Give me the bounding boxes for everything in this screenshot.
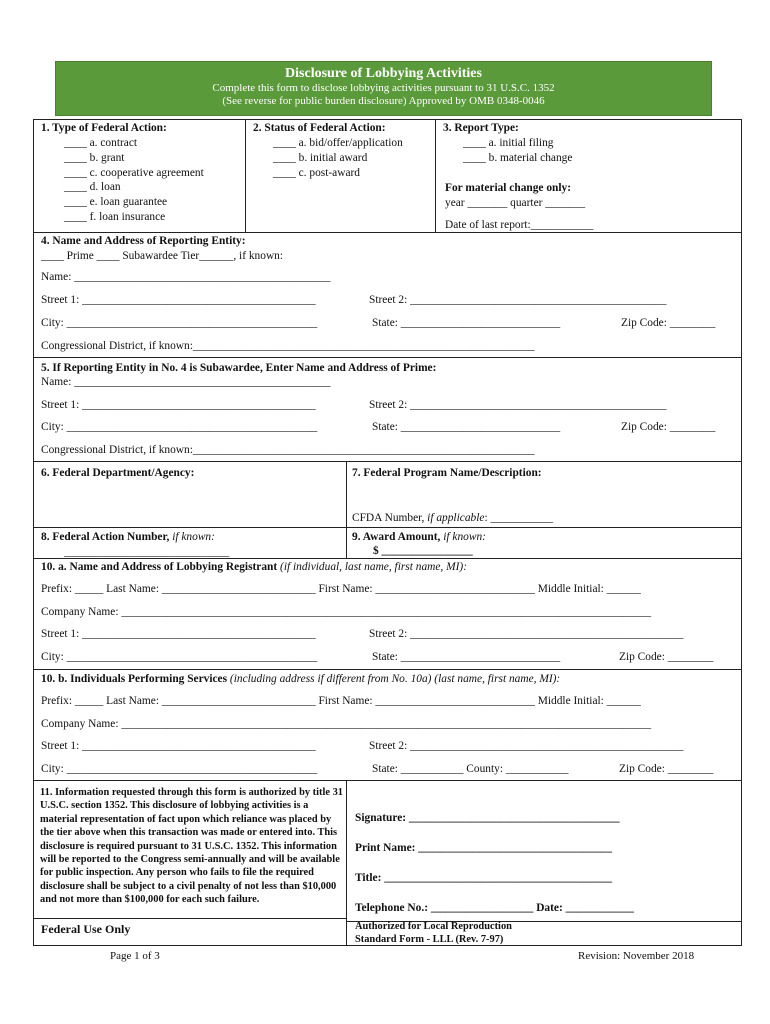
telephone-date-field[interactable]: Telephone No.: __________________ Date: ____________ bbox=[355, 902, 634, 914]
s2-initial-award-option[interactable]: ____ b. initial award bbox=[273, 152, 368, 164]
s4-name-field[interactable]: Name: _____________________________________________ bbox=[41, 271, 331, 283]
s9-award-amount-field[interactable]: $ ________________ bbox=[373, 545, 473, 557]
s5-street2-field[interactable]: Street 2: _____________________________________________ bbox=[369, 399, 667, 411]
standard-form-label: Standard Form - LLL (Rev. 7-97) bbox=[355, 934, 504, 945]
s3-material-change-option[interactable]: ____ b. material change bbox=[463, 152, 573, 164]
s5-street1-field[interactable]: Street 1: _________________________________________ bbox=[41, 399, 316, 411]
form-subtitle-2: (See reverse for public burden disclosure) Approved by OMB 0348-0046 bbox=[222, 95, 545, 107]
federal-use-only-label: Federal Use Only bbox=[41, 922, 131, 936]
title-field[interactable]: Title: ________________________________________ bbox=[355, 872, 613, 884]
s1-loan-option[interactable]: ____ d. loan bbox=[64, 181, 121, 193]
form-subtitle-1: Complete this form to disclose lobbying activities pursuant to 31 U.S.C. 1352 bbox=[212, 82, 555, 94]
s4-title: 4. Name and Address of Reporting Entity: bbox=[41, 235, 246, 247]
s3-material-change-label: For material change only: bbox=[445, 182, 572, 194]
page-number: Page 1 of 3 bbox=[110, 950, 160, 962]
s4-city-field[interactable]: City: ____________________________________________ bbox=[41, 317, 318, 329]
s10b-title: 10. b. Individuals Performing Services (including address if different from No. 10a) (last name, first name, MI): bbox=[41, 673, 561, 685]
print-name-field[interactable]: Print Name: __________________________________ bbox=[355, 842, 612, 854]
s8-title: 8. Federal Action Number, if known: bbox=[41, 531, 215, 543]
s1-grant-option[interactable]: ____ b. grant bbox=[64, 152, 125, 164]
s1-loan-insurance-option[interactable]: ____ f. loan insurance bbox=[64, 211, 166, 223]
s10a-state-field[interactable]: State: ____________________________ bbox=[372, 651, 561, 663]
s2-bid-option[interactable]: ____ a. bid/offer/application bbox=[273, 137, 403, 149]
s10a-street1-field[interactable]: Street 1: _________________________________________ bbox=[41, 628, 316, 640]
s4-street2-field[interactable]: Street 2: _____________________________________________ bbox=[369, 294, 667, 306]
s4-street1-field[interactable]: Street 1: _________________________________________ bbox=[41, 294, 316, 306]
s5-state-field[interactable]: State: ____________________________ bbox=[372, 421, 561, 433]
s7-cfda-field[interactable]: CFDA Number, if applicable: ___________ bbox=[352, 512, 554, 524]
s10a-zip-field[interactable]: Zip Code: ________ bbox=[619, 651, 714, 663]
s3-year-quarter-field[interactable]: year _______ quarter _______ bbox=[445, 197, 586, 209]
s10a-name-fields[interactable]: Prefix: _____ Last Name: ___________________________ First Name: ____________________________ Middle Initial: ______ bbox=[41, 583, 641, 595]
form-title: Disclosure of Lobbying Activities bbox=[285, 66, 482, 81]
form-header-banner bbox=[55, 61, 712, 116]
s11-authorization-text: 11. Information requested through this form is authorized by title 31 U.S.C. section 1352. This disclosure of lobbying activities is a material representation of fact upon which reliance was placed by the tier above when this transaction was made or entered into. This disclosure is required pursuant to 31 U.S.C. 1352. This information will be reported to the Congress semi-annually and will be available for public inspection. Any person who fails to file the required disclosure shall be subject to a civil penalty of not less than $10,000 and not more than $100,000 for each such failure. bbox=[40, 787, 343, 906]
s10b-zip-field[interactable]: Zip Code: ________ bbox=[619, 763, 714, 775]
s4-state-field[interactable]: State: ____________________________ bbox=[372, 317, 561, 329]
s10a-street2-field[interactable]: Street 2: ________________________________________________ bbox=[369, 628, 684, 640]
s4-district-field[interactable]: Congressional District, if known:____________________________________________________________ bbox=[41, 340, 535, 352]
signature-field[interactable]: Signature: _____________________________________ bbox=[355, 812, 620, 824]
s2-post-award-option[interactable]: ____ c. post-award bbox=[273, 167, 360, 179]
s6-title: 6. Federal Department/Agency: bbox=[41, 467, 195, 479]
s5-city-field[interactable]: City: ____________________________________________ bbox=[41, 421, 318, 433]
s4-tier-field[interactable]: ____ Prime ____ Subawardee Tier______, if known: bbox=[41, 250, 284, 262]
s10b-company-field[interactable]: Company Name: _____________________________________________________________________________________________ bbox=[41, 718, 652, 730]
s10b-street2-field[interactable]: Street 2: ________________________________________________ bbox=[369, 740, 684, 752]
authorized-reproduction-label: Authorized for Local Reproduction bbox=[355, 921, 512, 932]
s5-zip-field[interactable]: Zip Code: ________ bbox=[621, 421, 716, 433]
s3-last-report-field[interactable]: Date of last report:___________ bbox=[445, 219, 594, 231]
s10b-name-fields[interactable]: Prefix: _____ Last Name: ___________________________ First Name: ____________________________ Middle Initial: ______ bbox=[41, 695, 641, 707]
s10b-street1-field[interactable]: Street 1: _________________________________________ bbox=[41, 740, 316, 752]
s10a-title: 10. a. Name and Address of Lobbying Registrant (if individual, last name, first name, MI): bbox=[41, 561, 467, 573]
s10a-city-field[interactable]: City: ____________________________________________ bbox=[41, 651, 318, 663]
s8-action-number-field[interactable]: _____________________________ bbox=[64, 546, 230, 558]
s3-initial-filing-option[interactable]: ____ a. initial filing bbox=[463, 137, 554, 149]
revision-date: Revision: November 2018 bbox=[578, 950, 695, 962]
s9-title: 9. Award Amount, if known: bbox=[352, 531, 486, 543]
s1-contract-option[interactable]: ____ a. contract bbox=[64, 137, 138, 149]
s5-title: 5. If Reporting Entity in No. 4 is Subawardee, Enter Name and Address of Prime: bbox=[41, 362, 437, 374]
s1-cooperative-option[interactable]: ____ c. cooperative agreement bbox=[64, 167, 204, 179]
s10b-city-field[interactable]: City: ____________________________________________ bbox=[41, 763, 318, 775]
s1-loan-guarantee-option[interactable]: ____ e. loan guarantee bbox=[64, 196, 168, 208]
s10a-company-field[interactable]: Company Name: _____________________________________________________________________________________________ bbox=[41, 606, 652, 618]
s5-name-field[interactable]: Name: _____________________________________________ bbox=[41, 376, 331, 388]
s1-title: 1. Type of Federal Action: bbox=[41, 122, 167, 134]
s4-zip-field[interactable]: Zip Code: ________ bbox=[621, 317, 716, 329]
s3-title: 3. Report Type: bbox=[443, 122, 519, 134]
s2-title: 2. Status of Federal Action: bbox=[253, 122, 386, 134]
s5-district-field[interactable]: Congressional District, if known:____________________________________________________________ bbox=[41, 444, 535, 456]
s10b-state-field[interactable]: State: ___________ County: ___________ bbox=[372, 763, 569, 775]
s7-title: 7. Federal Program Name/Description: bbox=[352, 467, 542, 479]
